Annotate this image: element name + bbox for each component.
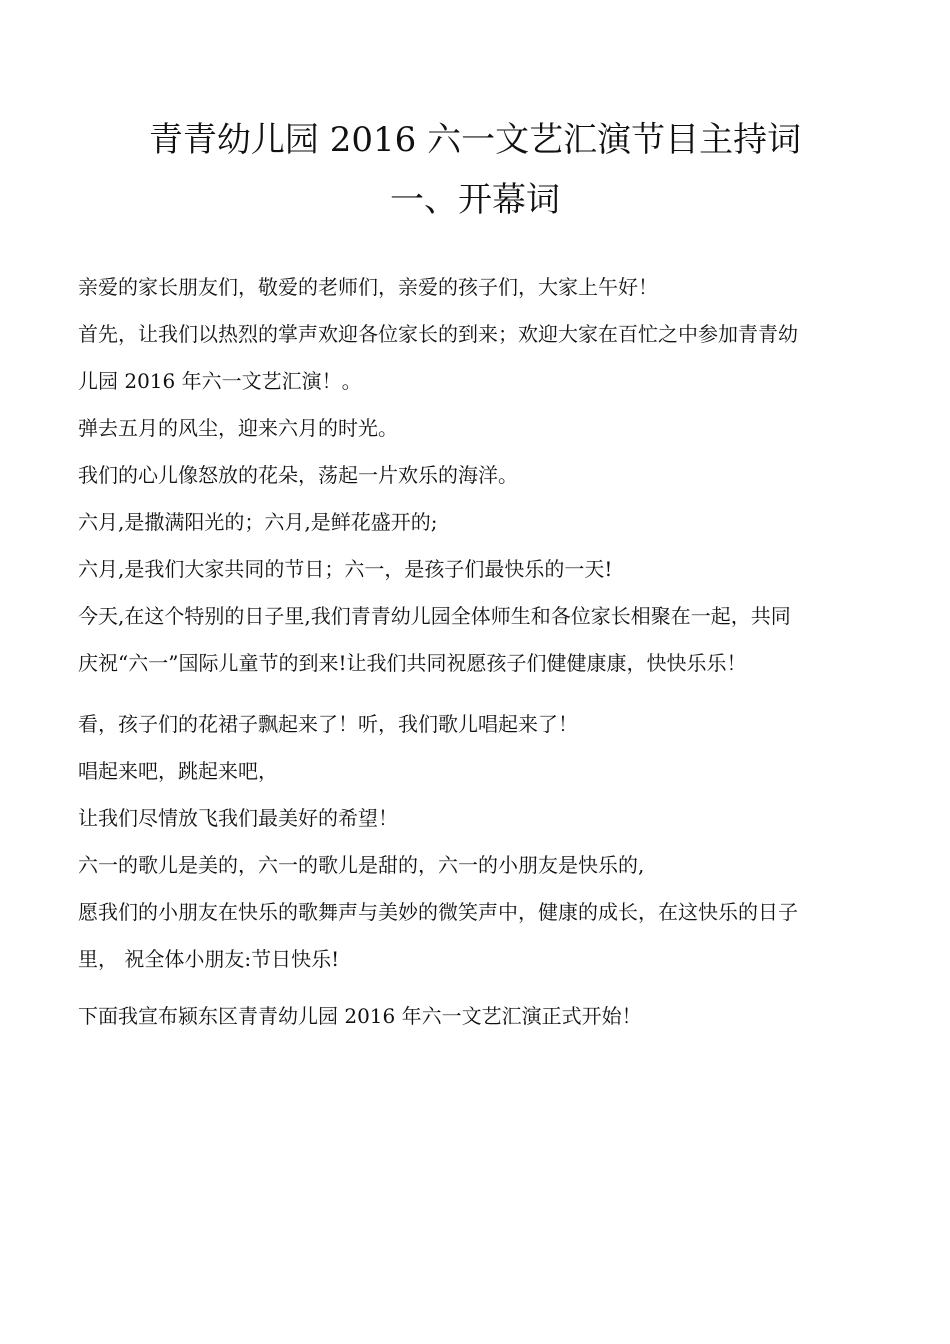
document-title: 青青幼儿园 2016 六一文艺汇演节目主持词 xyxy=(148,120,802,160)
paragraph: 里， 祝全体小朋友:节日快乐! xyxy=(78,947,340,971)
paragraph: 我们的心儿像怒放的花朵，荡起一片欢乐的海洋。 xyxy=(78,463,518,487)
paragraph: 亲爱的家长朋友们，敬爱的老师们，亲爱的孩子们，大家上午好！ xyxy=(78,275,658,299)
paragraph: 弹去五月的风尘，迎来六月的时光。 xyxy=(78,416,398,440)
paragraph: 六一的歌儿是美的，六一的歌儿是甜的，六一的小朋友是快乐的, xyxy=(78,853,645,877)
paragraph: 今天,在这个特别的日子里,我们青青幼儿园全体师生和各位家长相聚在一起，共同 xyxy=(78,604,791,628)
paragraph: 六月,是撒满阳光的；六月,是鲜花盛开的; xyxy=(78,510,438,534)
section-heading: 一、开幕词 xyxy=(390,180,560,220)
paragraph: 首先，让我们以热烈的掌声欢迎各位家长的到来；欢迎大家在百忙之中参加青青幼 xyxy=(78,322,798,346)
paragraph: 愿我们的小朋友在快乐的歌舞声与美妙的微笑声中，健康的成长，在这快乐的日子 xyxy=(78,900,798,924)
document-body xyxy=(78,264,888,1040)
paragraph: 让我们尽情放飞我们最美好的希望！ xyxy=(78,806,398,830)
paragraph: 下面我宣布颍东区青青幼儿园 2016 年六一文艺汇演正式开始！ xyxy=(78,1004,642,1028)
paragraph: 看，孩子们的花裙子飘起来了！听，我们歌儿唱起来了！ xyxy=(78,712,578,736)
paragraph: 六月,是我们大家共同的节日；六一，是孩子们最快乐的一天! xyxy=(78,557,613,581)
paragraph: 唱起来吧，跳起来吧， xyxy=(78,759,278,783)
paragraph: 庆祝“六一”国际儿童节的到来!让我们共同祝愿孩子们健健康康，快快乐乐！ xyxy=(78,651,747,675)
paragraph: 儿园 2016 年六一文艺汇演！。 xyxy=(78,369,362,393)
